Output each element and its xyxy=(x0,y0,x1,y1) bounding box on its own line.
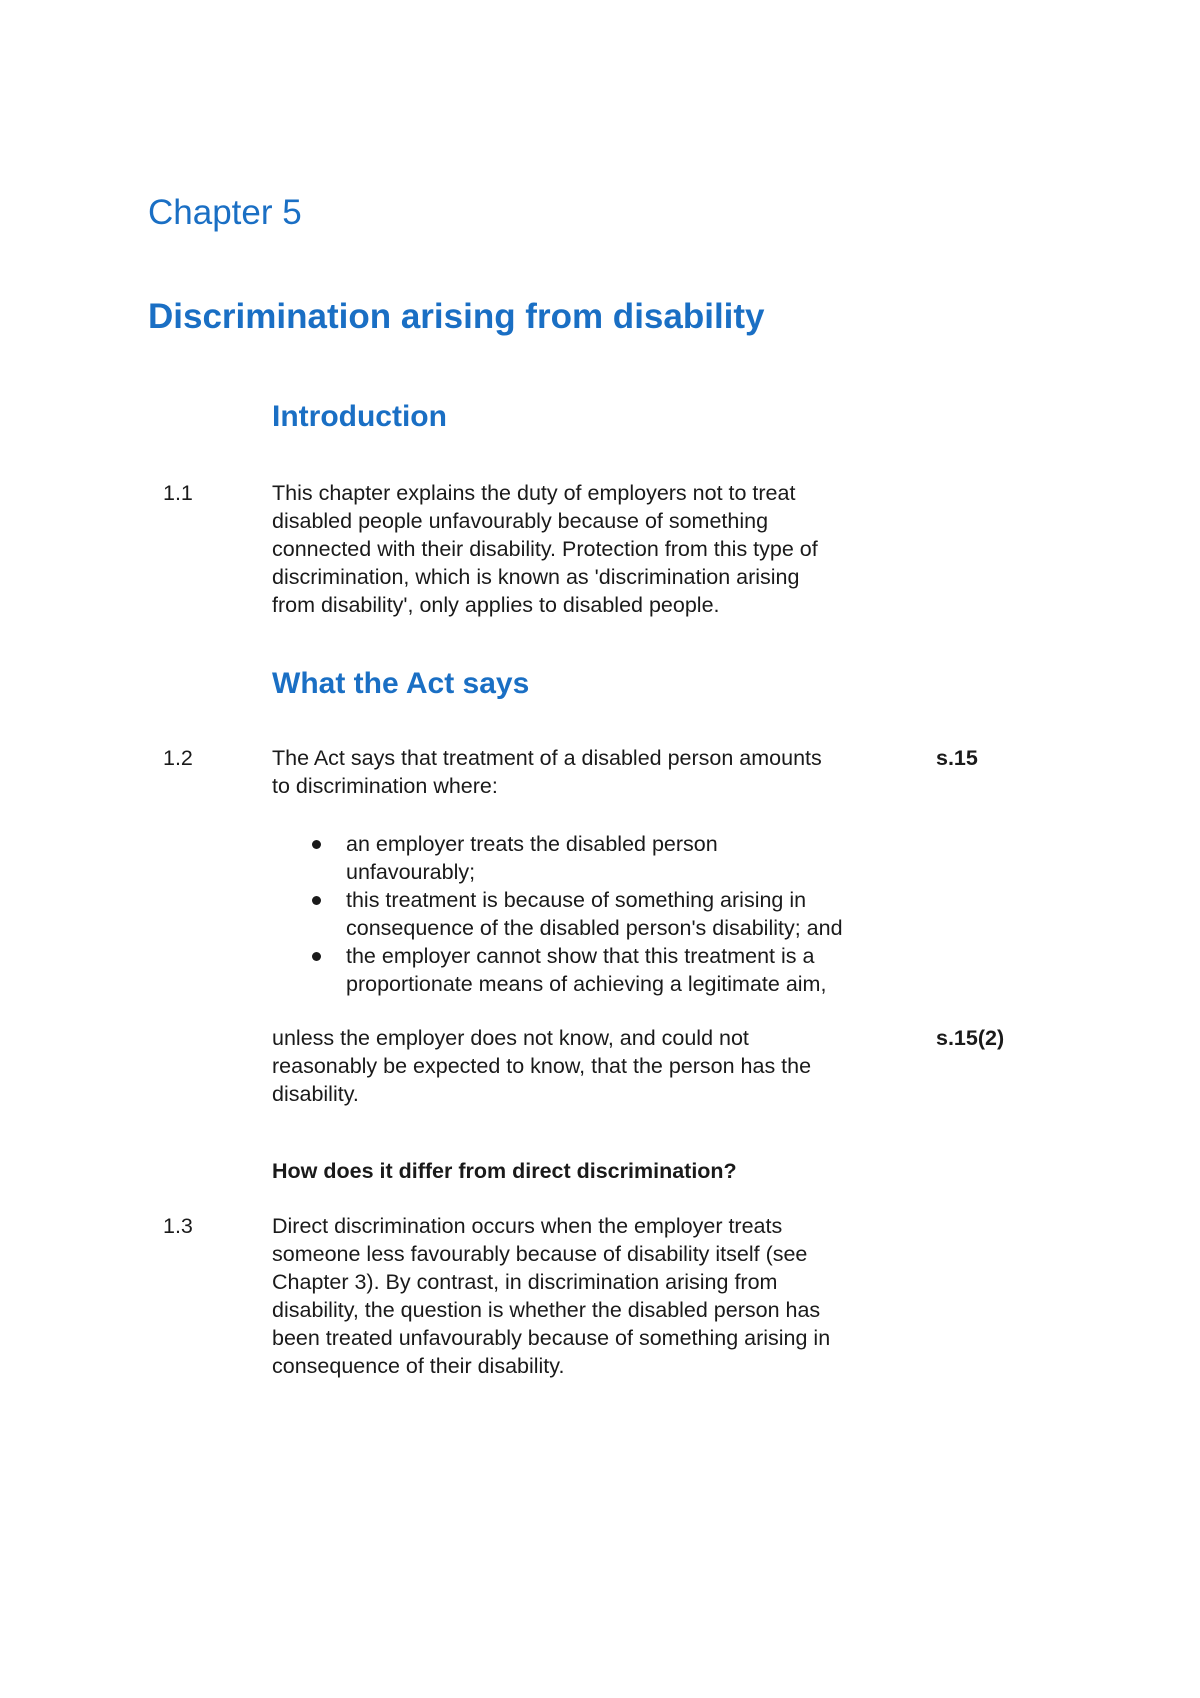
statute-reference: s.15(2) xyxy=(936,1026,1005,1050)
paragraph-line: Chapter 3). By contrast, in discrimination arising from xyxy=(272,1270,778,1294)
paragraph-number-1-3: 1.3 xyxy=(163,1214,193,1238)
paragraph-line: been treated unfavourably because of something arising in xyxy=(272,1326,831,1350)
paragraph-line: unless the employer does not know, and could not xyxy=(272,1026,749,1050)
paragraph-line: to discrimination where: xyxy=(272,774,498,798)
list-item xyxy=(272,830,952,886)
paragraph-line: The Act says that treatment of a disabled person amounts xyxy=(272,746,822,770)
bullet-icon xyxy=(312,952,321,961)
paragraph-line: disability. xyxy=(272,1082,359,1106)
paragraph-line: disabled people unfavourably because of something xyxy=(272,509,769,533)
unless-paragraph xyxy=(272,1024,932,1108)
list-item-line: unfavourably; xyxy=(346,860,476,884)
conditions-list xyxy=(272,830,952,998)
list-item-line: consequence of the disabled person's disability; and xyxy=(346,916,843,940)
list-item-line: an employer treats the disabled person xyxy=(346,832,718,856)
bullet-icon xyxy=(312,896,321,905)
list-item-line: proportionate means of achieving a legitimate aim, xyxy=(346,972,827,996)
paragraph-line: disability, the question is whether the disabled person has xyxy=(272,1298,821,1322)
paragraph-1-3 xyxy=(272,1212,932,1380)
statute-reference: s.15 xyxy=(936,746,978,770)
paragraph-line: connected with their disability. Protection from this type of xyxy=(272,537,818,561)
paragraph-1-2 xyxy=(272,744,932,800)
list-item-line: this treatment is because of something arising in xyxy=(346,888,807,912)
chapter-label: Chapter 5 xyxy=(148,193,302,232)
paragraph-line: someone less favourably because of disability itself (see xyxy=(272,1242,808,1266)
section-heading-introduction: Introduction xyxy=(272,400,447,433)
paragraph-1-1 xyxy=(272,479,932,619)
paragraph-line: This chapter explains the duty of employers not to treat xyxy=(272,481,796,505)
paragraph-line: Direct discrimination occurs when the employer treats xyxy=(272,1214,783,1238)
chapter-title: Discrimination arising from disability xyxy=(148,297,765,336)
list-item-line: the employer cannot show that this treatment is a xyxy=(346,944,815,968)
paragraph-line: discrimination, which is known as 'discrimination arising xyxy=(272,565,800,589)
bullet-icon xyxy=(312,840,321,849)
paragraph-line: reasonably be expected to know, that the person has the xyxy=(272,1054,812,1078)
section-heading-what-the-act-says: What the Act says xyxy=(272,667,530,700)
paragraph-number-1-2: 1.2 xyxy=(163,746,193,770)
list-item xyxy=(272,942,952,998)
subheading-direct-discrimination: How does it differ from direct discrimination? xyxy=(272,1159,737,1183)
paragraph-line: from disability', only applies to disabled people. xyxy=(272,593,720,617)
paragraph-line: consequence of their disability. xyxy=(272,1354,565,1378)
list-item xyxy=(272,886,952,942)
paragraph-number-1-1: 1.1 xyxy=(163,481,193,505)
